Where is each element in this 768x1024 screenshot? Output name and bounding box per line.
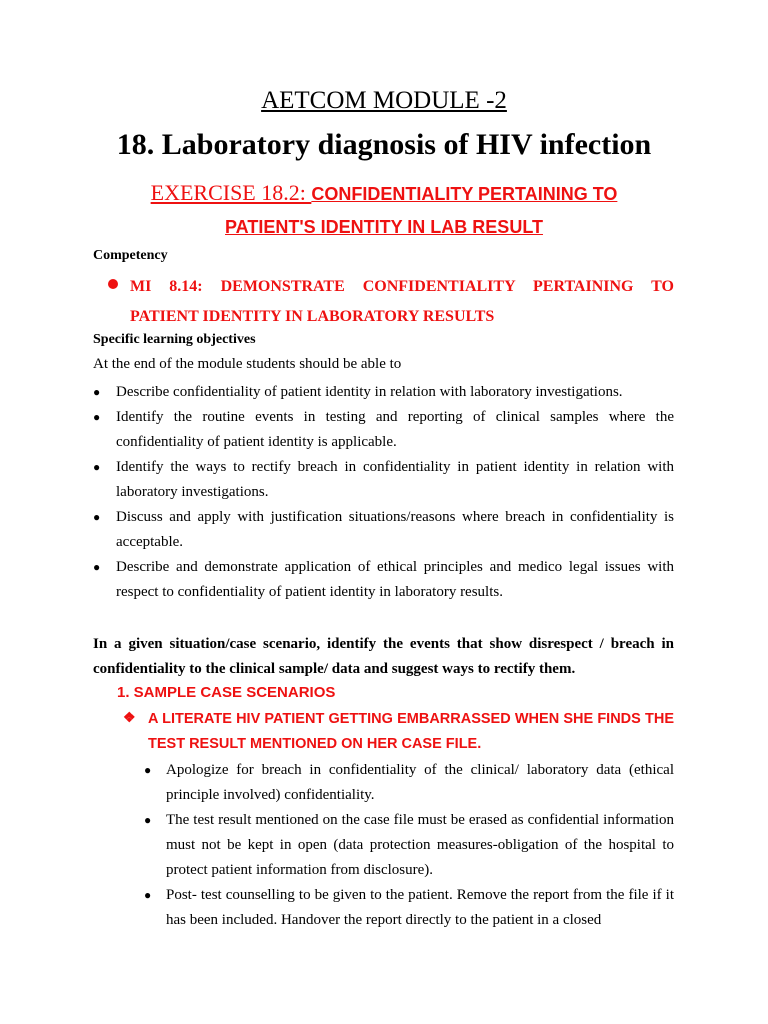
diamond-icon: ❖: [123, 711, 136, 726]
competency-text: MI 8.14: DEMONSTRATE CONFIDENTIALITY PERTAINING TO PATIENT IDENTITY IN LABORATORY RESULTS: [130, 278, 674, 325]
list-item: [93, 455, 674, 505]
objective-text: Describe confidentiality of patient identity in relation with laboratory investigations.: [116, 384, 623, 400]
list-item: [93, 505, 674, 555]
list-item: [93, 555, 674, 605]
exercise-label: EXERCISE 18.2:: [150, 180, 312, 205]
action-text: The test result mentioned on the case file must be erased as confidential information must not be kept in open (data protection measures-obligation of the hospital to protect patient information from disclosure).: [166, 812, 674, 878]
objective-text: Identify the routine events in testing and reporting of clinical samples where the confidentiality of patient identity is applicable.: [116, 409, 674, 450]
bullet-icon: ●: [93, 560, 101, 574]
list-item: [144, 808, 674, 883]
action-text: Post- test counselling to be given to the patient. Remove the report from the file if it has been included. Handover the report directly to the patient in a closed: [166, 887, 674, 928]
exercise-heading-line2: [0, 217, 768, 238]
objectives-intro: At the end of the module students should be able to: [93, 356, 402, 372]
list-item: [144, 758, 674, 808]
list-item: [93, 380, 674, 405]
bullet-icon: ●: [93, 410, 101, 424]
bullet-icon: ●: [93, 510, 101, 524]
objective-text: Identify the ways to rectify breach in confidentiality in patient identity in relation with laboratory investigations.: [116, 459, 674, 500]
bullet-icon: ●: [144, 888, 152, 902]
filled-circle-icon: [108, 279, 118, 289]
bullet-icon: ●: [93, 385, 101, 399]
list-item: [144, 883, 674, 933]
objective-text: Describe and demonstrate application of ethical principles and medico legal issues with respect to confidentiality of patient identity in laboratory results.: [116, 559, 674, 600]
action-text: Apologize for breach in confidentiality of the clinical/ laboratory data (ethical principle involved) confidentiality.: [166, 762, 674, 803]
competency-label: Competency: [93, 248, 168, 263]
objective-text: Discuss and apply with justification situations/reasons where breach in confidentiality is acceptable.: [116, 509, 674, 550]
bullet-icon: ●: [144, 763, 152, 777]
module-heading: AETCOM MODULE -2: [261, 87, 507, 114]
objectives-label: Specific learning objectives: [93, 332, 256, 347]
exercise-title-line2: PATIENT'S IDENTITY IN LAB RESULT: [225, 217, 543, 237]
page-title: 18. Laboratory diagnosis of HIV infection: [116, 128, 652, 161]
exercise-heading: [0, 180, 768, 206]
objectives-list: [93, 380, 674, 605]
actions-list: [144, 758, 674, 933]
section-title: 1. SAMPLE CASE SCENARIOS: [117, 684, 336, 701]
bullet-icon: ●: [93, 460, 101, 474]
bullet-icon: ●: [144, 813, 152, 827]
list-item: [93, 405, 674, 455]
exercise-title-line1: CONFIDENTIALITY PERTAINING TO: [311, 184, 618, 204]
case-title: A LITERATE HIV PATIENT GETTING EMBARRASSED WHEN SHE FINDS THE TEST RESULT MENTIONED ON HER CASE FILE.: [148, 711, 674, 752]
task-statement: In a given situation/case scenario, identify the events that show disrespect / breach in confidentiality to the clinical sample/ data and suggest ways to rectify them.: [93, 636, 674, 677]
